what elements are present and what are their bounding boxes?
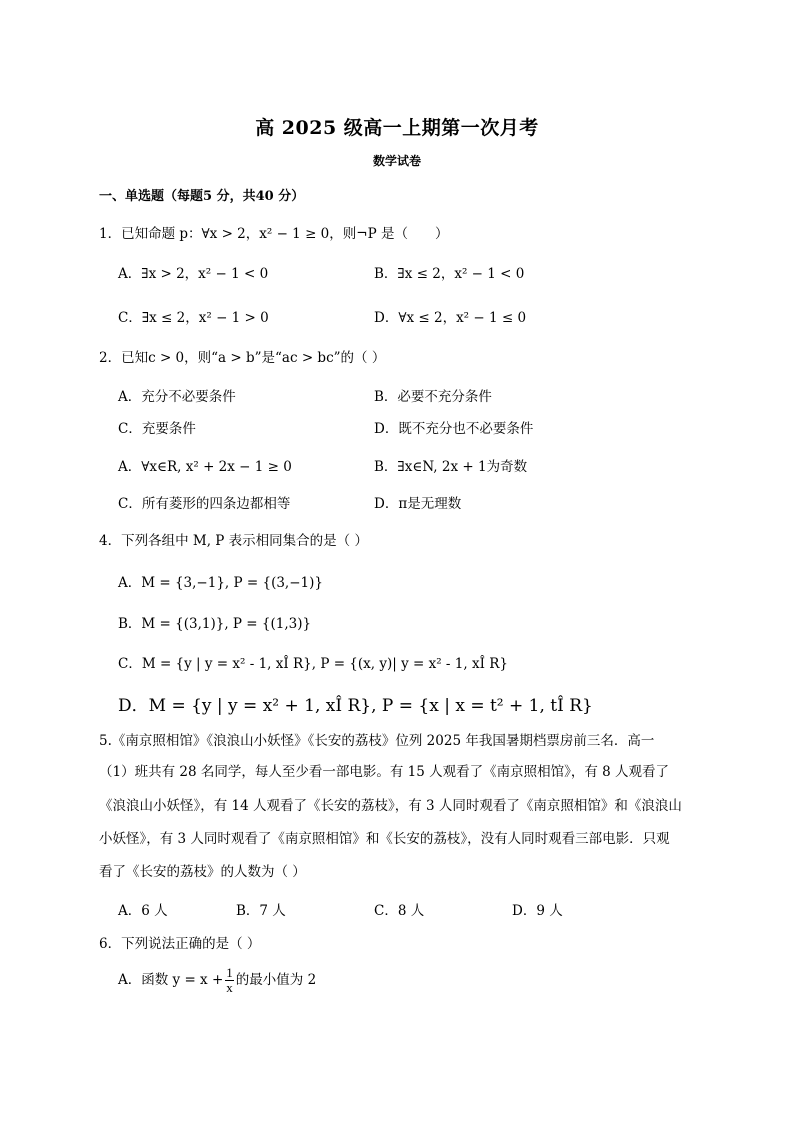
question-2-option-b: B．必要不充分条件 — [374, 389, 492, 405]
question-5-option-a: A．6 人 — [118, 903, 168, 919]
question-5-line-5: 看了《长安的荔枝》的人数为（ ） — [99, 864, 306, 880]
question-1-option-b: B．∃x ≤ 2，x² − 1 < 0 — [374, 266, 525, 282]
question-4-option-b: B．M = {(3,1)}, P = {(1,3)} — [118, 616, 312, 632]
exam-subtitle: 数学试卷 — [372, 154, 421, 168]
question-5-line-1: 5.《南京照相馆》《浪浪山小妖怪》《长安的荔枝》位列 2025 年我国暑期档票房前三名．高一 — [99, 733, 655, 749]
question-1-stem: 1．已知命题 p：∀x > 2，x² − 1 ≥ 0，则¬P 是（ ） — [99, 226, 449, 242]
section-heading: 一、单选题（每题5 分，共40 分） — [99, 189, 305, 204]
question-5-line-3: 《浪浪山小妖怪》，有 14 人观看了《长安的荔枝》，有 3 人同时观看了《南京照相馆》和《浪浪山 — [99, 798, 682, 814]
question-3-option-d: D．π是无理数 — [374, 496, 462, 512]
question-3-option-b: B．∃x∈N, 2x + 1为奇数 — [374, 459, 528, 475]
question-5-option-b: B．7 人 — [236, 903, 286, 919]
question-4-option-d: D．M = {y | y = x² + 1, xÎ R}, P = {x | x = t² + 1, tÎ R} — [118, 696, 593, 716]
question-4-stem: 4．下列各组中 M, P 表示相同集合的是（ ） — [99, 533, 368, 549]
question-6-option-a-prefix: A．函数 y = x + — [118, 972, 224, 988]
question-5-line-4: 小妖怪》，有 3 人同时观看了《南京照相馆》和《长安的荔枝》，没有人同时观看三部电影．只观 — [99, 831, 670, 847]
question-1-option-d: D．∀x ≤ 2，x² − 1 ≤ 0 — [374, 310, 527, 326]
fraction-numerator: 1 — [226, 965, 233, 980]
question-4-option-a: A．M = {3,−1}, P = {(3,−1)} — [118, 575, 323, 591]
question-4-option-c: C．M = {y | y = x² - 1, xÎ R}, P = {(x, y)| y = x² - 1, xÎ R} — [118, 656, 508, 672]
question-1-option-a: A．∃x > 2，x² − 1 < 0 — [118, 266, 269, 282]
question-3-option-c: C．所有菱形的四条边都相等 — [118, 496, 291, 512]
question-1-option-c: C．∃x ≤ 2，x² − 1 > 0 — [118, 310, 269, 326]
exam-title: 高 2025 级高一上期第一次月考 — [255, 117, 539, 139]
question-5-line-2: （1）班共有 28 名同学，每人至少看一部电影。有 15 人观看了《南京照相馆》，有 8 人观看了 — [99, 764, 670, 780]
question-2-option-c: C．充要条件 — [118, 421, 196, 437]
question-2-stem: 2．已知c > 0，则“a > b”是“ac > bc”的（ ） — [99, 350, 386, 366]
question-6-option-a — [118, 966, 316, 995]
question-2-option-d: D．既不充分也不必要条件 — [374, 421, 534, 437]
question-5-option-d: D．9 人 — [512, 903, 563, 919]
fraction-denominator: x — [226, 980, 233, 995]
question-6-stem: 6．下列说法正确的是（ ） — [99, 936, 261, 952]
question-2-option-a: A．充分不必要条件 — [118, 389, 236, 405]
question-3-option-a: A．∀x∈R, x² + 2x − 1 ≥ 0 — [118, 459, 292, 475]
question-5-option-c: C．8 人 — [374, 903, 425, 919]
fraction — [225, 966, 234, 995]
question-6-option-a-suffix: 的最小值为 2 — [235, 972, 317, 988]
